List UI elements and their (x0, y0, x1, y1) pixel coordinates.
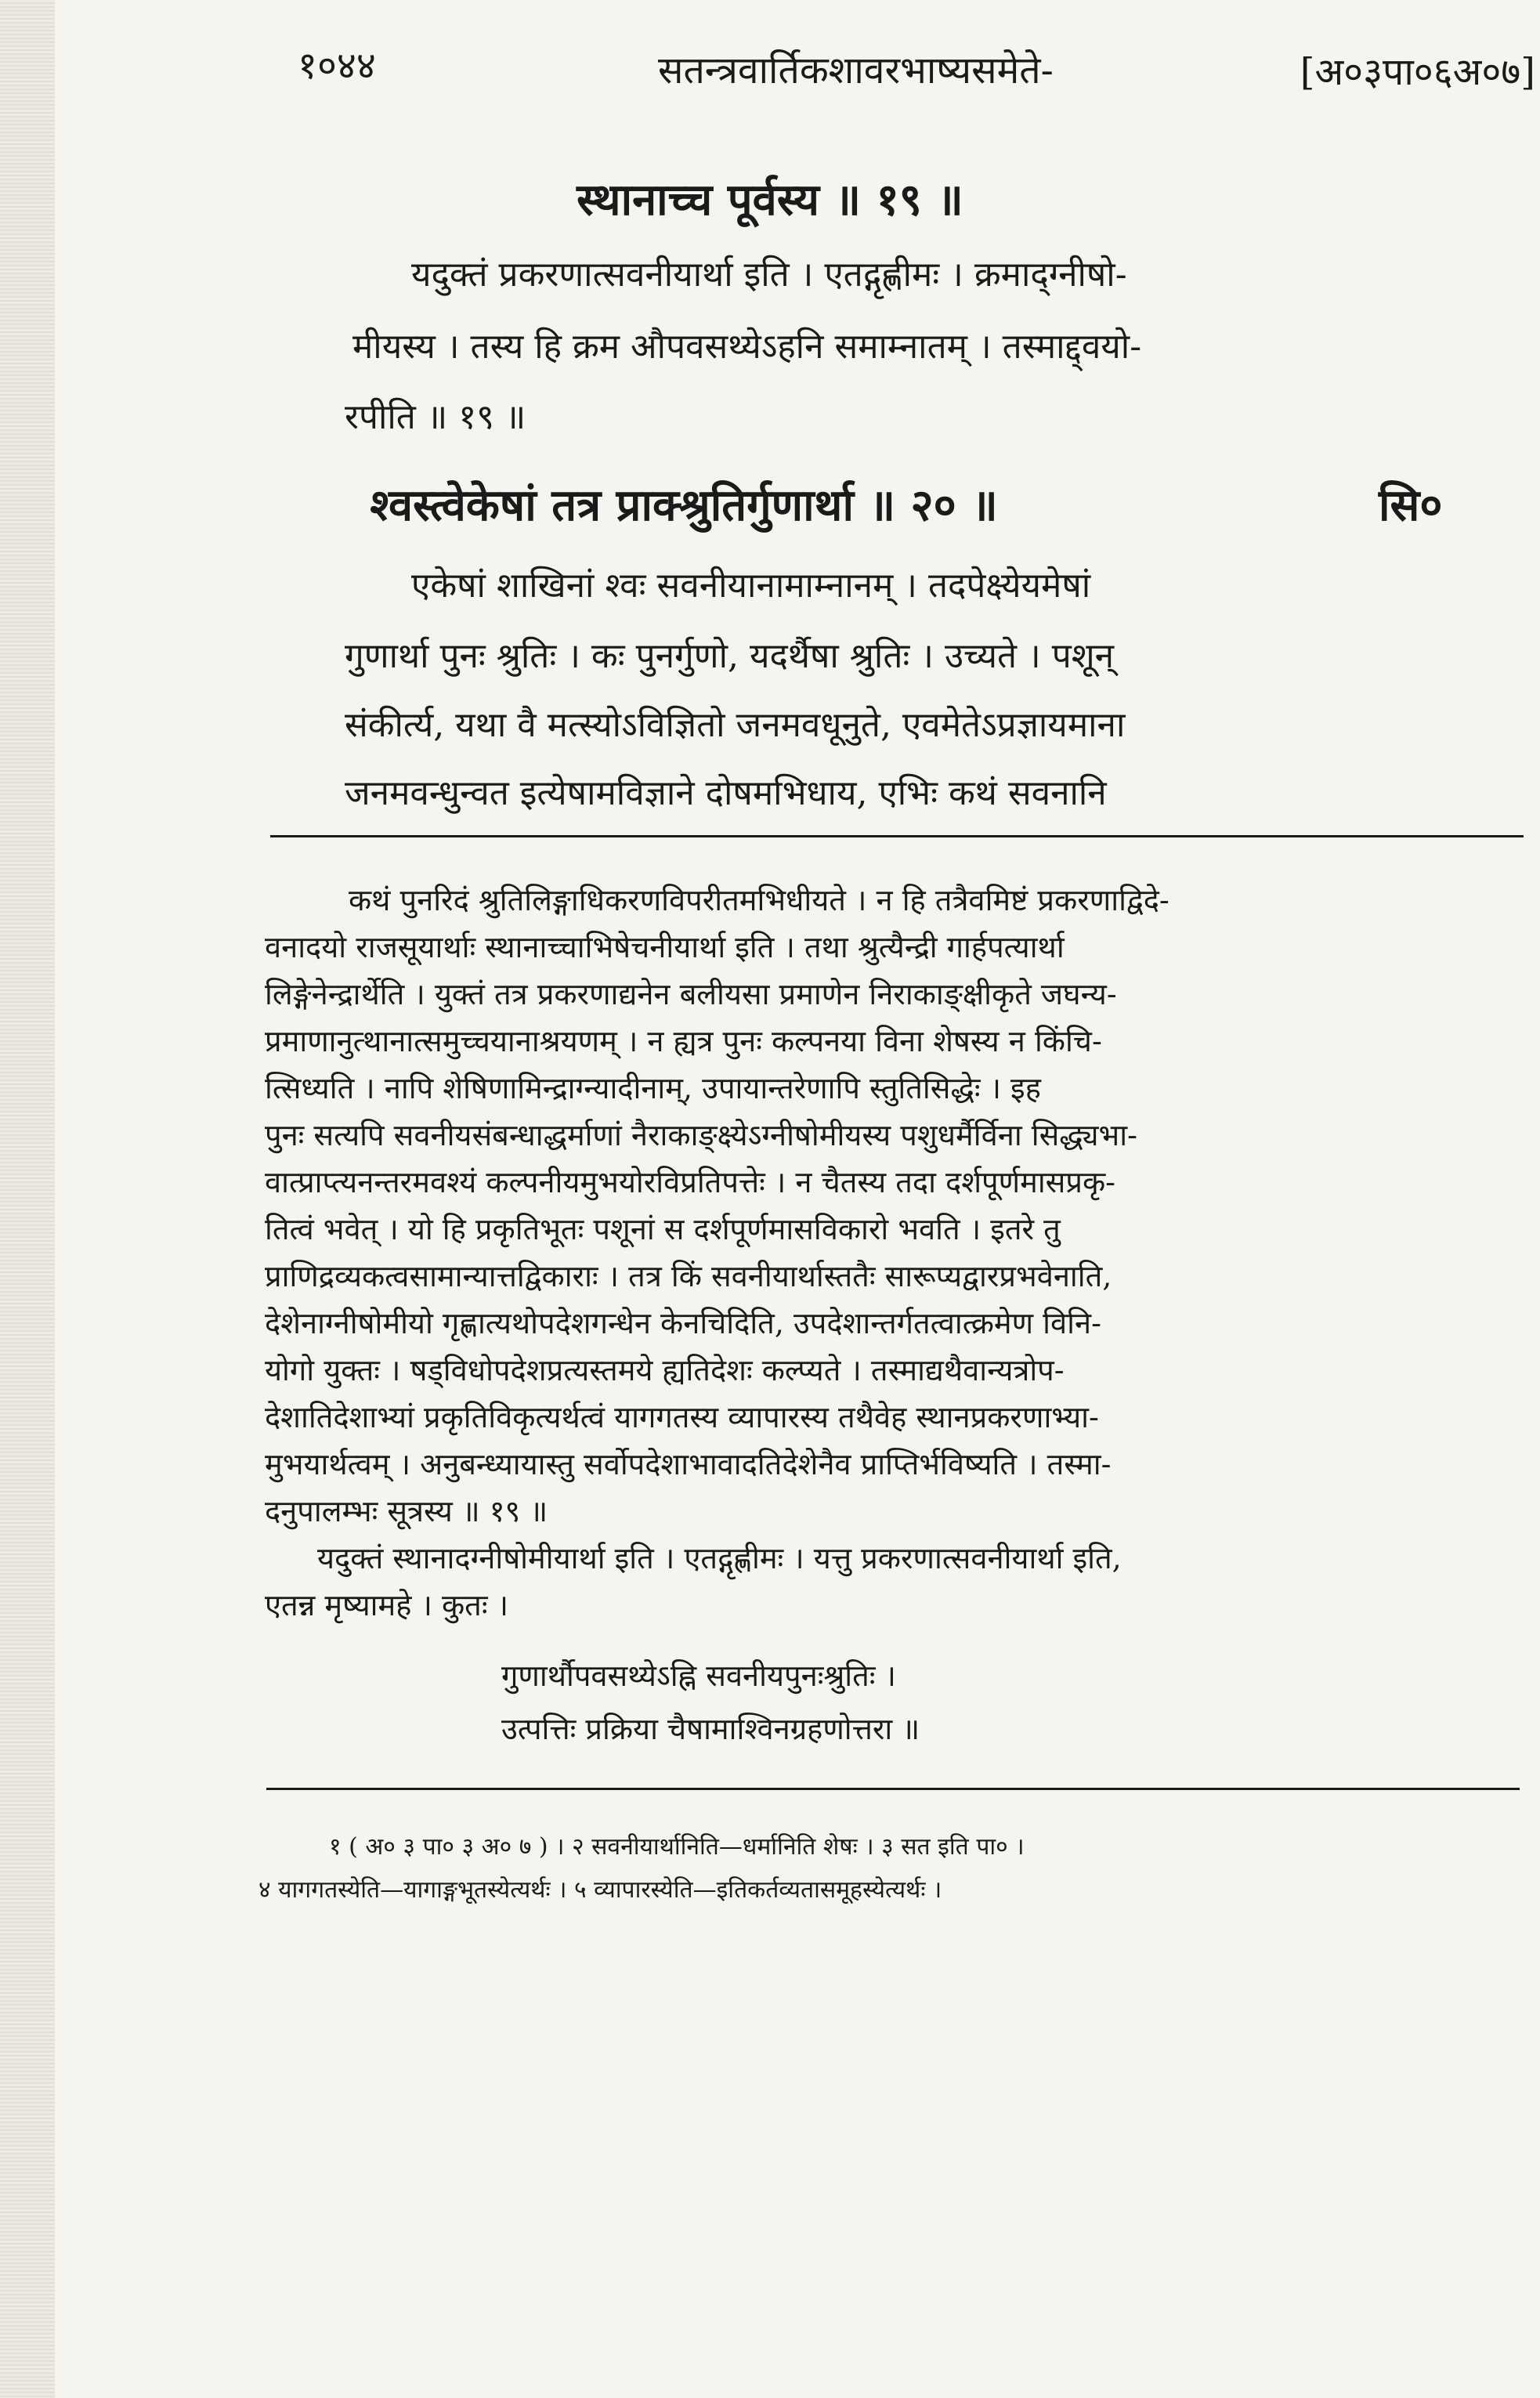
commentary-line: वात्प्राप्त्यनन्तरमवश्यं कल्पनीयमुभयोरविप्रतिपत्तेः । न चैतस्य तदा दर्शपूर्णमासप्रकृ- (265, 1165, 1116, 1199)
bhashya-20-line: संकीर्त्य, यथा वै मत्स्योऽविज्ञितो जनमवधूनुते, एवमेतेऽप्रज्ञायमाना (345, 705, 1126, 745)
commentary-line: एतन्न मृष्यामहे । कुतः । (265, 1588, 508, 1622)
running-header (290, 31, 1535, 118)
bhashya-20-line: एकेषां शाखिनां श्वः सवनीयानामाम्नानम् । तदपेक्ष्येयमेषां (411, 566, 1091, 606)
commentary-line: यदुक्तं स्थानादग्नीषोमीयार्था इति । एतद्गृह्णीमः । यत्तु प्रकरणात्सवनीयार्था इति, (317, 1541, 1122, 1575)
commentary-line: तित्वं भवेत् । यो हि प्रकृतिभूतः पशूनां स दर्शपूर्णमासविकारो भवति । इतरे तु (265, 1212, 1061, 1246)
bhashya-20-line: जनमवन्धुन्वत इत्येषामविज्ञाने दोषमभिधाय, एभिः कथं सवनानि (345, 773, 1107, 813)
header-reference: [अ०३पा०६अ०७] (1300, 50, 1535, 94)
bhashya-19-line: रपीति ॥ १९ ॥ (345, 397, 526, 437)
page-number: १०४४ (298, 44, 376, 88)
commentary-line: त्सिध्यति । नापि शेषिणामिन्द्राग्न्यादीनाम्, उपायान्तरेणापि स्तुतिसिद्धेः । इह (265, 1071, 1041, 1105)
verse-line: उत्पत्तिः प्रक्रिया चैषामाश्विनग्रहणोत्तरा ॥ (501, 1712, 920, 1746)
siddhanta-tag: सि० (1379, 479, 1443, 531)
bhashya-19-line: मीयस्य । तस्य हि क्रम औपवसथ्येऽहनि समाम्नातम् । तस्माद्द्वयो- (352, 327, 1142, 367)
footnote-line: ४ यागगतस्येति—यागाङ्गभूतस्येत्यर्थः । ५ व्यापारस्येति—इतिकर्तव्यतासमूहस्येत्यर्थः । (258, 1876, 942, 1904)
header-title: सतन्त्रवार्तिकशावरभाष्यसमेते- (658, 49, 1054, 92)
commentary-line: प्रमाणानुत्थानात्समुच्चयानाश्रयणम् । न ह्यत्र पुनः कल्पनया विना शेषस्य न किंचि- (265, 1024, 1102, 1058)
commentary-line: प्राणिद्रव्यकत्वसामान्यात्तद्विकाराः । तत्र किं सवनीयार्थास्ततैः सारूप्यद्वारप्रभवेनाति, (265, 1259, 1112, 1293)
footnote-line: १ ( अ० ३ पा० ३ अ० ७ ) । २ सवनीयार्थानिति—धर्मानिति शेषः । ३ सत इति पा० । (329, 1833, 1025, 1861)
commentary-line: लिङ्गेनेन्द्रार्थेति । युक्तं तत्र प्रकरणाद्यनेन बलीयसा प्रमाणेन निराकाङ्क्षीकृते जघन्य- (265, 977, 1117, 1011)
commentary-line: वनादयो राजसूयार्थाः स्थानाच्चाभिषेचनीयार्था इति । तथा श्रुत्यैन्द्री गार्हपत्यार्था (265, 930, 1065, 964)
separator-rule (270, 835, 1524, 837)
verse-line: गुणार्थौपवसथ्येऽह्नि सवनीयपुनःश्रुतिः । (501, 1658, 896, 1693)
commentary-line: दनुपालम्भः सूत्रस्य ॥ १९ ॥ (265, 1494, 548, 1528)
commentary-line: मुभयार्थत्वम् । अनुबन्ध्यायास्तु सर्वोपदेशाभावादतिदेशेनैव प्राप्तिर्भविष्यति । तस्मा- (265, 1447, 1112, 1481)
commentary-line: देशेनाग्नीषोमीयो गृह्णात्यथोपदेशगन्धेन केनचिदिति, उपदेशान्तर्गतत्वात्क्रमेण विनि- (265, 1306, 1101, 1340)
commentary-line: देशातिदेशाभ्यां प्रकृतिविकृत्यर्थत्वं यागगतस्य व्यापारस्य तथैवेह स्थानप्रकरणाभ्या- (265, 1400, 1099, 1434)
bhashya-19-line: यदुक्तं प्रकरणात्सवनीयार्था इति । एतद्गृह्णीमः । क्रमाद्ग्नीषो- (411, 255, 1127, 295)
scan-edge (0, 0, 55, 2398)
bhashya-20-line: गुणार्था पुनः श्रुतिः । कः पुनर्गुणो, यदर्थैषा श्रुतिः । उच्यते । पशून् (345, 636, 1115, 676)
commentary-line: कथं पुनरिदं श्रुतिलिङ्गाधिकरणविपरीतमभिधीयते । न हि तत्रैवमिष्टं प्रकरणाद्विदे- (349, 883, 1169, 917)
sutra-20: श्वस्त्वेकेषां तत्र प्राक्श्रुतिर्गुणार्था ॥ २० ॥ (370, 479, 998, 531)
sutra-19: स्थानाच्च पूर्वस्य ॥ १९ ॥ (577, 174, 963, 226)
commentary-line: पुनः सत्यपि सवनीयसंबन्धाद्धर्माणां नैराकाङ्क्ष्येऽग्नीषोमीयस्य पशुधर्मैर्विना सिद्ध्यभा- (265, 1118, 1137, 1152)
footnote-rule (266, 1788, 1520, 1790)
commentary-line: योगो युक्तः । षड्विधोपदेशप्रत्यस्तमये ह्यतिदेशः कल्प्यते । तस्माद्यथैवान्यत्रोप- (265, 1353, 1065, 1387)
